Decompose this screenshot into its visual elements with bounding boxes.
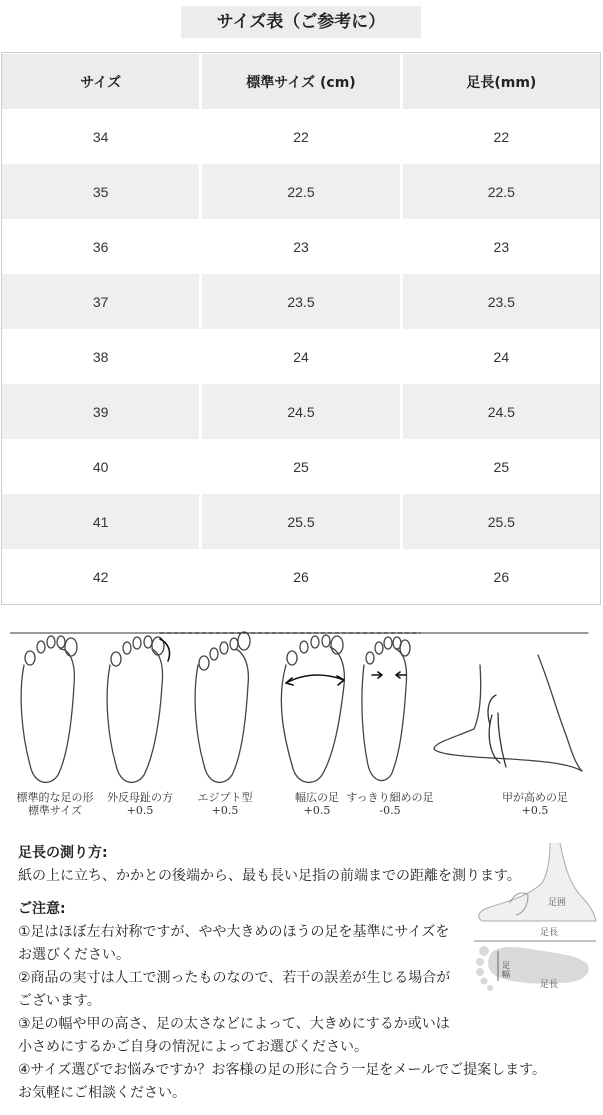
cell-foot-length: 24.5: [403, 384, 600, 439]
cell-foot-length: 22.5: [403, 164, 600, 219]
standard-foot-icon: [21, 636, 77, 782]
cell-standard-size: 24.5: [202, 384, 399, 439]
cell-standard-size: 23.5: [202, 274, 399, 329]
foot-type-label: エジプト型 +0.5: [197, 791, 253, 817]
caution-line: ②商品の実寸は人工で測ったものなので、若干の誤差が生じる場合が: [18, 970, 451, 986]
cell-standard-size: 22: [293, 128, 309, 145]
cell-size: 35: [2, 164, 199, 219]
cell-size: 37: [2, 274, 199, 329]
foot-width-label: 足幅: [502, 961, 510, 979]
foot-type-label: 標準的な足の形 標準サイズ: [16, 791, 94, 817]
cell-standard-size: 25.5: [202, 494, 399, 549]
table-row: [2, 329, 600, 384]
caution-line: ③足の幅や甲の高さ、足の太さなどによって、大きめにするか或いは: [18, 1016, 450, 1032]
table-row: [2, 384, 600, 439]
size-table: [1, 52, 601, 605]
cell-foot-length: 24: [493, 348, 510, 365]
table-row: [2, 109, 600, 164]
cell-standard-size: 26: [293, 568, 309, 585]
table-row: [2, 219, 600, 274]
foot-length-label: 足長: [540, 980, 559, 990]
measure-instruction: 紙の上に立ち、かかとの後端から、最も長い足指の前端までの距離を測ります。: [18, 868, 521, 884]
cell-foot-length: 22: [493, 128, 510, 145]
foot-type-label: すっきり細めの足 -0.5: [346, 791, 434, 817]
cell-size: 42: [92, 568, 109, 585]
cell-foot-length: 23.5: [403, 274, 600, 329]
caution-line: ④サイズ選びでお悩みですか？お客様の足の形に合う一足をメールでご提案します。: [18, 1062, 547, 1078]
cell-foot-length: 25: [493, 458, 510, 475]
foot-type-label: 甲が高めの足 +0.5: [502, 791, 568, 817]
caution-line: ございます。: [18, 993, 101, 1009]
table-row: [2, 164, 600, 219]
foot-types-illustration: [10, 625, 592, 820]
cell-standard-size: 24: [293, 348, 309, 365]
header-size: サイズ: [2, 54, 199, 109]
caution-line: お選びください。: [18, 947, 130, 963]
page-title: サイズ表（ご参考に）: [216, 12, 386, 32]
cell-foot-length: 23: [493, 238, 510, 255]
caution-line: ①足はほぼ左右対称ですが、やや大きめのほうの足を基準にサイズを: [18, 924, 450, 940]
table-row: [2, 549, 600, 604]
header-foot-length: 足長(mm): [403, 54, 600, 109]
cell-size: 38: [92, 348, 109, 365]
measure-heading: 足長の測り方:: [18, 845, 108, 861]
caution-line: お気軽にご相談ください。: [18, 1085, 186, 1101]
table-row: [2, 439, 600, 494]
egyptian-foot-icon: [195, 632, 250, 782]
cell-standard-size: 22.5: [202, 164, 399, 219]
caution-line: 小さめにするかご自身の情況によってお選びください。: [18, 1039, 368, 1055]
cell-size: 36: [92, 238, 109, 255]
slim-foot-icon: [362, 637, 410, 781]
foot-girth-label: 足囲: [548, 898, 567, 908]
high-instep-foot-icon: [434, 655, 582, 771]
table-header-row: [2, 54, 600, 109]
caution-heading: ご注意:: [18, 901, 66, 917]
cell-foot-length: 26: [493, 568, 510, 585]
cell-standard-size: 25: [293, 458, 309, 475]
cell-size: 39: [2, 384, 199, 439]
foot-type-label: 幅広の足 +0.5: [295, 791, 339, 817]
cell-size: 41: [2, 494, 199, 549]
cell-size: 34: [92, 128, 109, 145]
foot-length-label: 足長: [540, 928, 559, 938]
table-row: [2, 494, 600, 549]
notes-section: [18, 842, 598, 1105]
header-standard-size: 標準サイズ (cm): [202, 54, 399, 109]
cell-foot-length: 25.5: [403, 494, 600, 549]
wide-foot-icon: [281, 635, 344, 782]
foot-type-label: 外反母趾の方 +0.5: [107, 791, 173, 817]
cell-standard-size: 23: [293, 238, 309, 255]
table-row: [2, 274, 600, 329]
title-banner: [181, 6, 421, 38]
cell-size: 40: [92, 458, 109, 475]
